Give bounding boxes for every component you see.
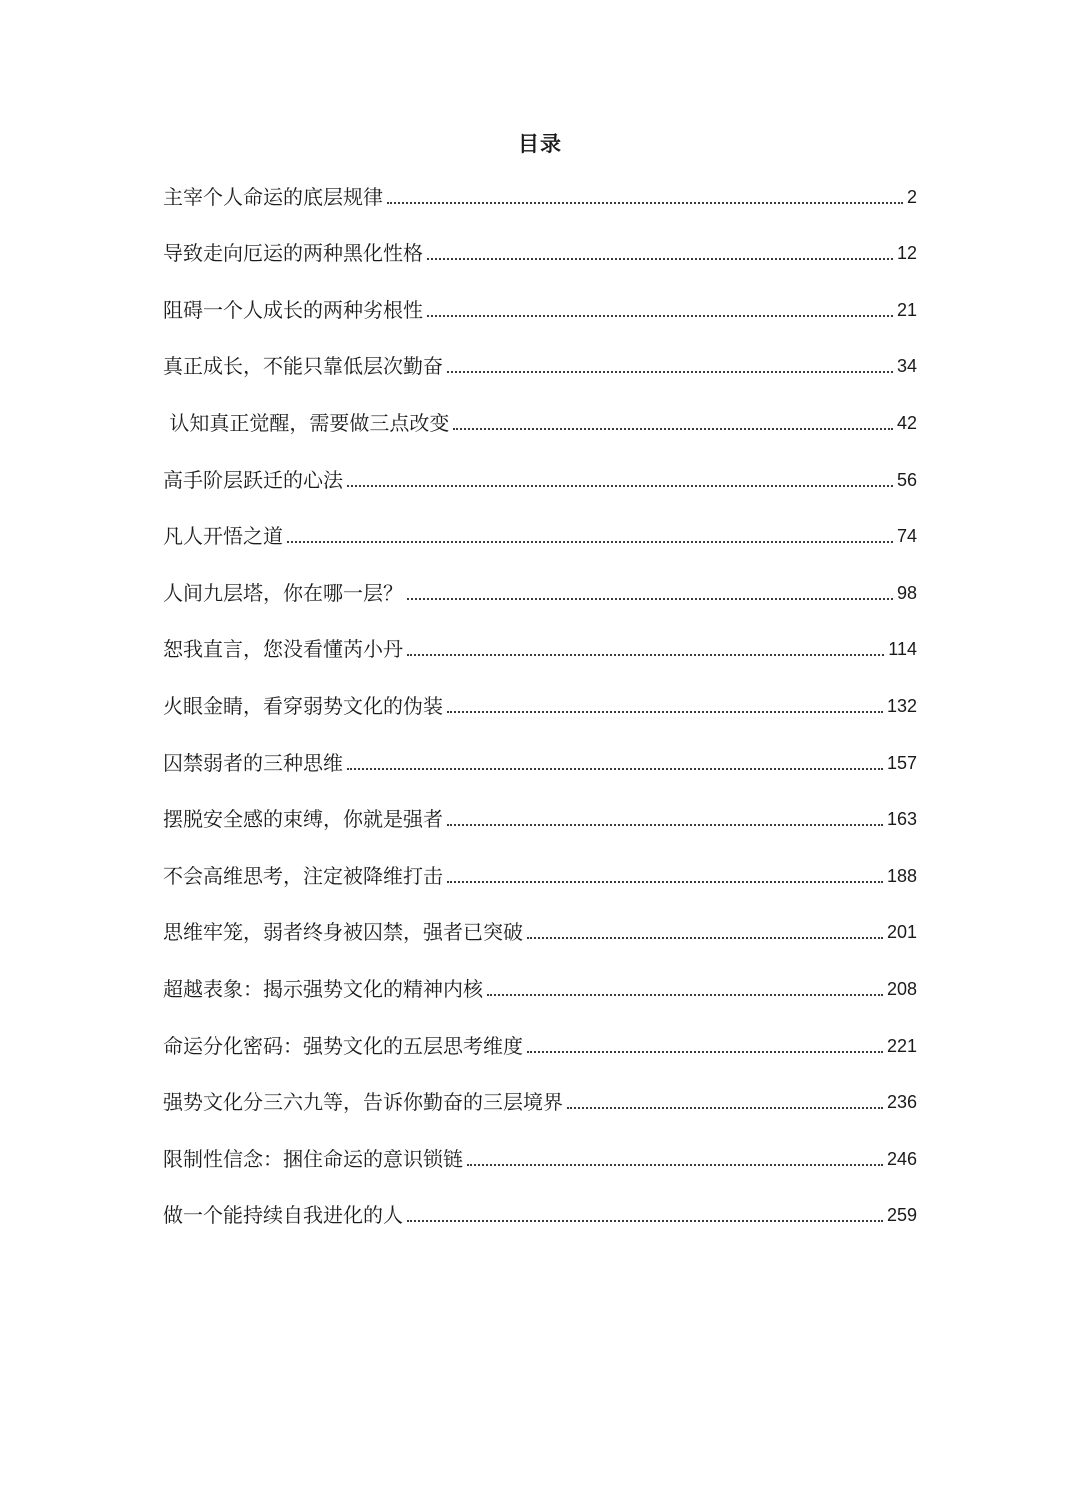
toc-entry-page-number: 98 [896,582,917,603]
toc-entry-title: 导致走向厄运的两种黑化性格 [163,241,423,266]
dot-leader [453,428,893,430]
toc-entry[interactable] [163,677,917,734]
toc-entry-title: 限制性信念：捆住命运的意识锁链 [163,1146,463,1171]
toc-entry-title: 超越表象：揭示强势文化的精神内核 [163,976,483,1001]
toc-entry-page-number: 188 [886,865,917,886]
dot-leader [447,824,883,826]
toc-entry-title: 囚禁弱者的三种思维 [163,750,343,775]
dot-leader [427,315,893,317]
toc-entry[interactable] [163,847,917,904]
toc-entry[interactable] [163,904,917,961]
toc-entry-title: 强势文化分三六九等，告诉你勤奋的三层境界 [163,1090,563,1115]
toc-entry-page-number: 221 [886,1035,917,1056]
toc-entry-title: 做一个能持续自我进化的人 [163,1203,403,1228]
toc-entry-page-number: 56 [896,469,917,490]
toc-entry-page-number: 157 [886,752,917,773]
dot-leader [487,994,883,996]
toc-entry[interactable] [163,1130,917,1187]
dot-leader [527,1051,883,1053]
toc-entry-title: 主宰个人命运的底层规律 [163,184,383,209]
toc-title: 目录 [518,132,562,156]
toc-entry[interactable] [163,451,917,508]
toc-entry-page-number: 2 [906,186,917,207]
toc-entry-title: 真正成长，不能只靠低层次勤奋 [163,354,443,379]
toc-entry-page-number: 208 [886,978,917,999]
toc-entry[interactable] [163,225,917,282]
toc-entry-page-number: 74 [896,526,917,547]
toc-entry[interactable] [163,621,917,678]
toc-entry[interactable] [163,960,917,1017]
toc-entry-page-number: 163 [886,809,917,830]
dot-leader [347,768,883,770]
dot-leader [527,937,883,939]
dot-leader [567,1107,883,1109]
toc-entry-title: 摆脱安全感的束缚，你就是强者 [163,807,443,832]
toc-entry-title: 命运分化密码：强势文化的五层思考维度 [163,1033,523,1058]
toc-entry-page-number: 236 [886,1092,917,1113]
toc-entry[interactable] [163,1074,917,1131]
toc-entry-title: 高手阶层跃迁的心法 [163,467,343,492]
toc-entry-page-number: 259 [886,1205,917,1226]
toc-entry-page-number: 34 [896,356,917,377]
toc-entry-page-number: 132 [886,695,917,716]
toc-entry[interactable] [163,734,917,791]
dot-leader [447,371,893,373]
toc-entry-page-number: 201 [886,922,917,943]
toc-entry-title: 恕我直言，您没看懂芮小丹 [163,637,403,662]
toc-entry-page-number: 21 [896,299,917,320]
toc-entry-page-number: 42 [896,412,917,433]
toc-entry[interactable] [163,508,917,565]
dot-leader [447,711,883,713]
dot-leader [407,1220,883,1222]
toc-entry-title: 思维牢笼，弱者终身被囚禁，强者已突破 [163,920,523,945]
dot-leader [447,881,883,883]
toc-entry-page-number: 12 [896,243,917,264]
toc-entry[interactable] [163,168,917,225]
toc-entry[interactable] [163,564,917,621]
dot-leader [287,541,893,543]
toc-entry-title: 认知真正觉醒，需要做三点改变 [163,410,450,435]
toc-entry-title: 不会高维思考，注定被降维打击 [163,863,443,888]
toc-entry-title: 阻碍一个人成长的两种劣根性 [163,297,423,322]
toc-entry[interactable] [163,338,917,395]
dot-leader [407,598,893,600]
dot-leader [467,1164,883,1166]
toc-entry[interactable] [163,281,917,338]
toc-entry[interactable] [163,1017,917,1074]
dot-leader [427,258,893,260]
toc-entry[interactable] [163,791,917,848]
toc-entry-title: 火眼金睛，看穿弱势文化的伪装 [163,693,443,718]
toc-entry-page-number: 246 [886,1148,917,1169]
toc-list [163,168,917,1243]
toc-entry[interactable] [163,394,917,451]
toc-entry-page-number: 114 [888,639,917,660]
dot-leader [407,654,884,656]
dot-leader [347,485,893,487]
toc-entry-title: 凡人开悟之道 [163,524,283,549]
toc-entry-title: 人间九层塔，你在哪一层？ [163,580,403,605]
toc-entry[interactable] [163,1187,917,1244]
dot-leader [387,202,903,204]
